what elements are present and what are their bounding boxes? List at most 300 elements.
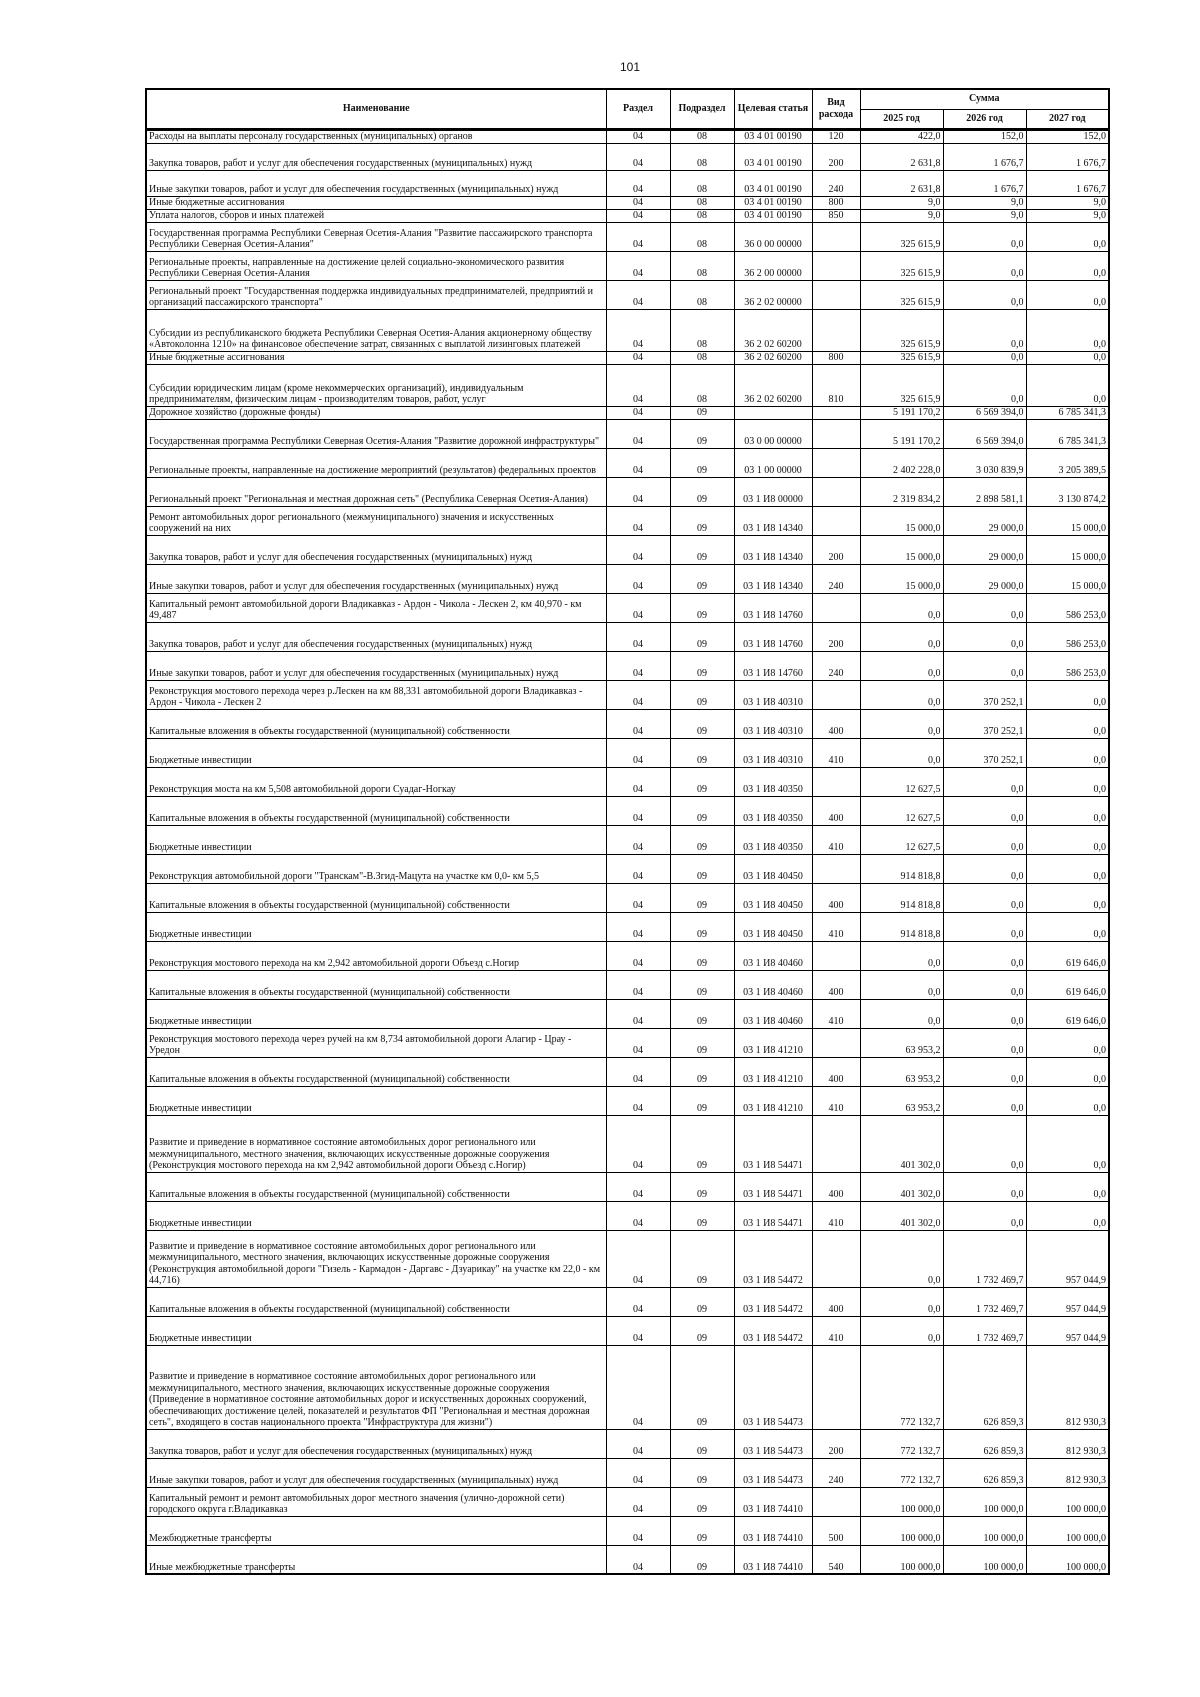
row-subsection: 08 [670,251,734,280]
row-section: 04 [606,309,670,351]
row-value-2026: 1 732 469,7 [943,1287,1026,1316]
row-value-2027: 0,0 [1026,280,1109,309]
row-value-2025: 100 000,0 [860,1545,943,1574]
row-value-2026: 0,0 [943,351,1026,364]
row-section: 04 [606,680,670,709]
row-value-2027: 100 000,0 [1026,1516,1109,1545]
row-value-2027: 3 130 874,2 [1026,477,1109,506]
row-kind: 410 [812,1201,860,1230]
row-kind [812,406,860,419]
row-value-2025: 401 302,0 [860,1172,943,1201]
row-target: 03 1 И8 74410 [734,1487,812,1516]
row-subsection: 09 [670,825,734,854]
row-value-2026: 0,0 [943,1172,1026,1201]
row-target: 36 2 02 60200 [734,351,812,364]
row-value-2025: 401 302,0 [860,1115,943,1172]
row-section: 04 [606,622,670,651]
row-kind: 540 [812,1545,860,1574]
row-section: 04 [606,970,670,999]
row-subsection: 09 [670,1115,734,1172]
row-name: Капитальные вложения в объекты государственной (муниципальной) собственности [146,1057,606,1086]
row-name: Субсидии из республиканского бюджета Республики Северная Осетия-Алания акционерному обществу «Автоколонна 1210» на финансовое обеспечение затрат, связанных с выплатой лизинговых платежей [146,309,606,351]
row-name: Иные бюджетные ассигнования [146,196,606,209]
row-value-2027: 0,0 [1026,351,1109,364]
table-row [146,1115,1109,1172]
row-subsection: 08 [670,209,734,222]
row-subsection: 09 [670,1516,734,1545]
row-target: 03 1 И8 54471 [734,1115,812,1172]
row-target: 03 1 И8 40450 [734,883,812,912]
row-section: 04 [606,1545,670,1574]
table-row [146,970,1109,999]
row-subsection: 09 [670,1429,734,1458]
row-target: 03 1 И8 54472 [734,1230,812,1287]
row-name: Региональный проект "Государственная поддержка индивидуальных предпринимателей, предприятий и организаций пассажирского транспорта" [146,280,606,309]
row-value-2025: 5 191 170,2 [860,419,943,448]
row-value-2027: 100 000,0 [1026,1545,1109,1574]
row-section: 04 [606,999,670,1028]
row-value-2026: 3 030 839,9 [943,448,1026,477]
row-name: Дорожное хозяйство (дорожные фонды) [146,406,606,419]
row-value-2026: 0,0 [943,280,1026,309]
row-name: Региональный проект "Региональная и местная дорожная сеть" (Республика Северная Осетия-Алания) [146,477,606,506]
row-value-2027: 9,0 [1026,196,1109,209]
budget-table [145,88,1110,1575]
row-value-2025: 325 615,9 [860,364,943,406]
row-target: 03 1 И8 41210 [734,1028,812,1057]
row-value-2027: 0,0 [1026,912,1109,941]
row-subsection: 08 [670,170,734,196]
row-section: 04 [606,1287,670,1316]
row-value-2026: 2 898 581,1 [943,477,1026,506]
row-name: Капитальные вложения в объекты государственной (муниципальной) собственности [146,883,606,912]
row-target: 03 1 И8 40350 [734,767,812,796]
row-target: 03 1 И8 00000 [734,477,812,506]
row-kind [812,251,860,280]
row-value-2027: 0,0 [1026,680,1109,709]
row-name: Капитальные вложения в объекты государственной (муниципальной) собственности [146,970,606,999]
table-row [146,941,1109,970]
table-row [146,448,1109,477]
row-name: Реконструкция мостового перехода через р.Лескен на км 88,331 автомобильной дороги Владикавказ - Ардон - Чикола - Лескен 2 [146,680,606,709]
row-value-2027: 3 205 389,5 [1026,448,1109,477]
row-value-2027: 0,0 [1026,854,1109,883]
row-subsection: 09 [670,767,734,796]
row-value-2026: 29 000,0 [943,535,1026,564]
row-subsection: 09 [670,796,734,825]
row-subsection: 09 [670,477,734,506]
row-section: 04 [606,1230,670,1287]
table-row [146,680,1109,709]
row-value-2027: 6 785 341,3 [1026,406,1109,419]
table-row [146,506,1109,535]
row-name: Иные закупки товаров, работ и услуг для обеспечения государственных (муниципальных) нужд [146,170,606,196]
row-value-2025: 9,0 [860,209,943,222]
table-row [146,912,1109,941]
table-row [146,593,1109,622]
row-section: 04 [606,796,670,825]
table-row [146,1516,1109,1545]
row-subsection: 09 [670,1230,734,1287]
row-section: 04 [606,593,670,622]
row-target: 03 1 И8 40310 [734,709,812,738]
row-name: Капитальные вложения в объекты государственной (муниципальной) собственности [146,709,606,738]
row-value-2025: 772 132,7 [860,1429,943,1458]
row-target: 36 0 00 00000 [734,222,812,251]
row-value-2025: 325 615,9 [860,309,943,351]
table-row [146,999,1109,1028]
row-target: 03 4 01 00190 [734,196,812,209]
row-section: 04 [606,1458,670,1487]
row-value-2025: 100 000,0 [860,1516,943,1545]
row-section: 04 [606,351,670,364]
row-subsection: 09 [670,622,734,651]
row-section: 04 [606,419,670,448]
row-value-2025: 0,0 [860,941,943,970]
row-section: 04 [606,209,670,222]
row-value-2026: 626 859,3 [943,1458,1026,1487]
row-section: 04 [606,364,670,406]
row-subsection: 09 [670,1086,734,1115]
row-value-2026: 0,0 [943,1028,1026,1057]
row-target: 03 1 И8 40310 [734,680,812,709]
row-target: 03 1 И8 14340 [734,564,812,593]
row-subsection: 09 [670,941,734,970]
header-kind: Вид расхода [812,89,860,129]
row-target: 03 1 И8 74410 [734,1545,812,1574]
row-value-2027: 586 253,0 [1026,651,1109,680]
row-value-2025: 914 818,8 [860,912,943,941]
row-value-2025: 15 000,0 [860,564,943,593]
row-value-2026: 0,0 [943,222,1026,251]
row-value-2025: 0,0 [860,1316,943,1345]
header-subsection: Подраздел [670,89,734,129]
header-sum: Сумма [860,89,1109,109]
row-name: Развитие и приведение в нормативное состояние автомобильных дорог регионального или межмуниципального, местного значения, включающих искусственные дорожные сооружения (Приведение в нормативное состояние автомобильных дорог и искусственных дорожных сооружений, обеспечивающих достижение целей, показателей и результатов ФП "Региональная и местная дорожная сеть", входящего в состав национального проекта "Инфраструктура для жизни") [146,1345,606,1429]
table-row [146,1172,1109,1201]
row-name: Государственная программа Республики Северная Осетия-Алания "Развитие дорожной инфраструктуры" [146,419,606,448]
row-kind [812,1028,860,1057]
row-value-2026: 1 732 469,7 [943,1230,1026,1287]
row-value-2027: 619 646,0 [1026,941,1109,970]
header-2025: 2025 год [860,109,943,129]
row-value-2027: 15 000,0 [1026,535,1109,564]
row-value-2026: 0,0 [943,767,1026,796]
row-value-2026: 0,0 [943,1086,1026,1115]
row-kind [812,1345,860,1429]
row-kind [812,680,860,709]
row-section: 04 [606,1201,670,1230]
row-section: 04 [606,506,670,535]
row-value-2025: 5 191 170,2 [860,406,943,419]
table-row [146,883,1109,912]
row-kind [812,419,860,448]
row-target: 36 2 00 00000 [734,251,812,280]
row-target: 36 2 02 00000 [734,280,812,309]
row-subsection: 09 [670,854,734,883]
row-target: 03 1 И8 40460 [734,941,812,970]
row-target: 03 1 И8 40350 [734,796,812,825]
row-kind: 200 [812,535,860,564]
row-value-2027: 15 000,0 [1026,564,1109,593]
row-target: 03 1 И8 54473 [734,1429,812,1458]
row-value-2026: 0,0 [943,999,1026,1028]
row-name: Расходы на выплаты персоналу государственных (муниципальных) органов [146,129,606,143]
row-target: 03 1 И8 14340 [734,506,812,535]
table-row [146,351,1109,364]
row-name: Закупка товаров, работ и услуг для обеспечения государственных (муниципальных) нужд [146,622,606,651]
row-value-2027: 0,0 [1026,1057,1109,1086]
row-value-2027: 957 044,9 [1026,1316,1109,1345]
row-target: 36 2 02 60200 [734,364,812,406]
row-kind: 400 [812,1287,860,1316]
table-row [146,1458,1109,1487]
row-value-2025: 914 818,8 [860,883,943,912]
row-subsection: 09 [670,1028,734,1057]
row-value-2026: 0,0 [943,1115,1026,1172]
row-kind: 800 [812,351,860,364]
row-name: Уплата налогов, сборов и иных платежей [146,209,606,222]
row-target: 03 1 И8 40450 [734,854,812,883]
row-value-2025: 0,0 [860,970,943,999]
row-kind: 200 [812,143,860,170]
row-kind: 810 [812,364,860,406]
row-name: Межбюджетные трансферты [146,1516,606,1545]
header-target: Целевая статья [734,89,812,129]
table-row [146,738,1109,767]
row-value-2025: 12 627,5 [860,825,943,854]
row-subsection: 09 [670,1316,734,1345]
row-value-2027: 619 646,0 [1026,970,1109,999]
row-value-2025: 2 631,8 [860,143,943,170]
table-row [146,477,1109,506]
row-subsection: 09 [670,1545,734,1574]
row-value-2025: 0,0 [860,593,943,622]
row-value-2027: 957 044,9 [1026,1287,1109,1316]
row-subsection: 09 [670,406,734,419]
row-value-2025: 15 000,0 [860,506,943,535]
row-target: 03 1 И8 14340 [734,535,812,564]
row-kind: 120 [812,129,860,143]
row-kind: 400 [812,709,860,738]
row-value-2026: 9,0 [943,196,1026,209]
row-section: 04 [606,1316,670,1345]
row-value-2025: 12 627,5 [860,796,943,825]
table-row [146,767,1109,796]
row-subsection: 09 [670,1201,734,1230]
row-section: 04 [606,448,670,477]
row-kind: 400 [812,1172,860,1201]
row-name: Капитальный ремонт автомобильной дороги Владикавказ - Ардон - Чикола - Лескен 2, км 40,970 - км 49,487 [146,593,606,622]
row-subsection: 08 [670,129,734,143]
row-kind: 410 [812,738,860,767]
row-value-2026: 0,0 [943,825,1026,854]
row-name: Бюджетные инвестиции [146,999,606,1028]
row-name: Капитальные вложения в объекты государственной (муниципальной) собственности [146,1172,606,1201]
row-value-2026: 6 569 394,0 [943,406,1026,419]
row-target: 03 1 00 00000 [734,448,812,477]
row-value-2026: 100 000,0 [943,1487,1026,1516]
row-subsection: 08 [670,143,734,170]
table-row [146,309,1109,351]
table-row [146,364,1109,406]
table-row [146,196,1109,209]
table-row [146,796,1109,825]
row-name: Реконструкция мостового перехода на км 2,942 автомобильной дороги Объезд с.Ногир [146,941,606,970]
row-subsection: 09 [670,680,734,709]
row-target: 03 1 И8 54472 [734,1316,812,1345]
row-target: 36 2 02 60200 [734,309,812,351]
table-row [146,280,1109,309]
row-subsection: 09 [670,1057,734,1086]
row-kind: 500 [812,1516,860,1545]
row-value-2027: 0,0 [1026,1086,1109,1115]
row-value-2026: 0,0 [943,364,1026,406]
row-target: 03 4 01 00190 [734,170,812,196]
row-subsection: 09 [670,1172,734,1201]
row-kind: 410 [812,825,860,854]
row-value-2027: 957 044,9 [1026,1230,1109,1287]
row-target: 03 1 И8 54471 [734,1172,812,1201]
row-section: 04 [606,1487,670,1516]
row-value-2026: 0,0 [943,1201,1026,1230]
row-value-2026: 0,0 [943,941,1026,970]
row-kind [812,767,860,796]
row-value-2027: 100 000,0 [1026,1487,1109,1516]
row-value-2026: 0,0 [943,796,1026,825]
table-row [146,406,1109,419]
row-value-2027: 0,0 [1026,1172,1109,1201]
row-value-2026: 370 252,1 [943,680,1026,709]
table-row [146,129,1109,143]
table-row [146,1057,1109,1086]
table-row [146,651,1109,680]
row-value-2025: 9,0 [860,196,943,209]
row-target: 03 1 И8 40350 [734,825,812,854]
row-value-2027: 0,0 [1026,1201,1109,1230]
row-section: 04 [606,1345,670,1429]
row-name: Закупка товаров, работ и услуг для обеспечения государственных (муниципальных) нужд [146,1429,606,1458]
row-section: 04 [606,738,670,767]
row-value-2026: 1 732 469,7 [943,1316,1026,1345]
row-value-2025: 0,0 [860,651,943,680]
row-value-2026: 0,0 [943,593,1026,622]
table-row [146,564,1109,593]
row-subsection: 09 [670,738,734,767]
row-value-2027: 586 253,0 [1026,622,1109,651]
row-subsection: 09 [670,593,734,622]
table-row [146,1028,1109,1057]
table-row [146,709,1109,738]
row-section: 04 [606,222,670,251]
row-subsection: 08 [670,280,734,309]
row-value-2025: 422,0 [860,129,943,143]
row-name: Закупка товаров, работ и услуг для обеспечения государственных (муниципальных) нужд [146,143,606,170]
row-target: 03 1 И8 40450 [734,912,812,941]
row-target: 03 1 И8 54472 [734,1287,812,1316]
row-value-2027: 0,0 [1026,251,1109,280]
row-section: 04 [606,1115,670,1172]
row-subsection: 09 [670,651,734,680]
row-value-2026: 6 569 394,0 [943,419,1026,448]
row-target: 03 1 И8 54473 [734,1458,812,1487]
row-value-2026: 0,0 [943,309,1026,351]
row-value-2025: 401 302,0 [860,1201,943,1230]
row-value-2025: 100 000,0 [860,1487,943,1516]
row-value-2025: 772 132,7 [860,1458,943,1487]
row-value-2027: 619 646,0 [1026,999,1109,1028]
row-section: 04 [606,709,670,738]
row-kind [812,309,860,351]
row-name: Иные закупки товаров, работ и услуг для обеспечения государственных (муниципальных) нужд [146,564,606,593]
table-row [146,854,1109,883]
row-target: 03 1 И8 41210 [734,1086,812,1115]
row-kind: 400 [812,796,860,825]
row-value-2027: 15 000,0 [1026,506,1109,535]
row-section: 04 [606,854,670,883]
row-value-2027: 1 676,7 [1026,170,1109,196]
row-kind [812,448,860,477]
row-value-2027: 0,0 [1026,767,1109,796]
row-value-2025: 325 615,9 [860,251,943,280]
row-value-2025: 2 631,8 [860,170,943,196]
row-subsection: 09 [670,448,734,477]
row-value-2027: 812 930,3 [1026,1345,1109,1429]
header-2026: 2026 год [943,109,1026,129]
row-kind [812,506,860,535]
row-value-2025: 63 953,2 [860,1028,943,1057]
row-section: 04 [606,280,670,309]
row-name: Ремонт автомобильных дорог регионального (межмуниципального) значения и искусственных сооружений на них [146,506,606,535]
row-name: Бюджетные инвестиции [146,1086,606,1115]
row-section: 04 [606,406,670,419]
row-name: Иные межбюджетные трансферты [146,1545,606,1574]
row-name: Развитие и приведение в нормативное состояние автомобильных дорог регионального или межмуниципального, местного значения, включающих искусственные дорожные сооружения (Реконструкция мостового перехода на км 2,942 автомобильной дороги Объезд с.Ногир) [146,1115,606,1172]
row-kind: 850 [812,209,860,222]
row-kind: 200 [812,1429,860,1458]
row-value-2027: 9,0 [1026,209,1109,222]
row-section: 04 [606,883,670,912]
row-kind: 410 [812,1086,860,1115]
row-kind [812,941,860,970]
row-value-2027: 1 676,7 [1026,143,1109,170]
row-subsection: 08 [670,222,734,251]
row-section: 04 [606,129,670,143]
row-section: 04 [606,564,670,593]
row-value-2027: 0,0 [1026,222,1109,251]
table-row [146,1287,1109,1316]
row-value-2025: 772 132,7 [860,1345,943,1429]
row-value-2025: 0,0 [860,709,943,738]
row-value-2025: 325 615,9 [860,222,943,251]
row-target: 03 4 01 00190 [734,129,812,143]
row-section: 04 [606,535,670,564]
row-subsection: 09 [670,1458,734,1487]
row-value-2026: 0,0 [943,651,1026,680]
table-row [146,209,1109,222]
row-value-2025: 2 402 228,0 [860,448,943,477]
row-value-2026: 100 000,0 [943,1545,1026,1574]
row-subsection: 09 [670,506,734,535]
row-kind [812,222,860,251]
row-value-2027: 812 930,3 [1026,1429,1109,1458]
row-kind: 240 [812,651,860,680]
table-row [146,1230,1109,1287]
row-value-2027: 0,0 [1026,796,1109,825]
table-row [146,1545,1109,1574]
header-section: Раздел [606,89,670,129]
row-value-2026: 0,0 [943,854,1026,883]
